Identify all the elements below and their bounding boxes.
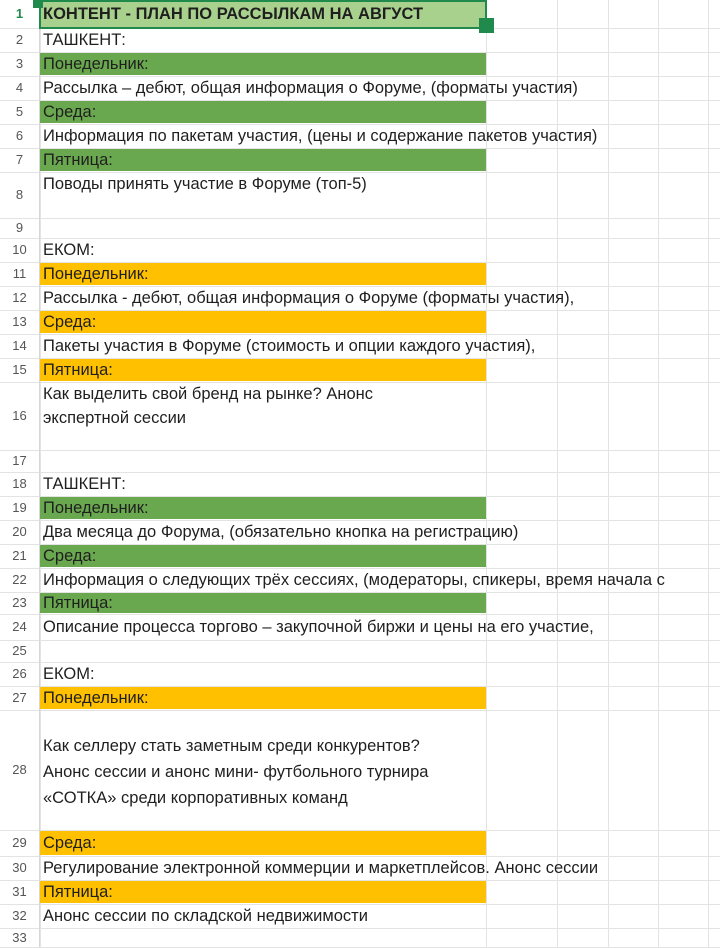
cell-text[interactable]: Анонс сессии и анонс мини- футбольного турнира <box>43 763 429 781</box>
row-gridline <box>0 334 720 335</box>
selection-handle-top-left[interactable] <box>33 0 43 8</box>
cell-text[interactable]: Регулирование электронной коммерции и маркетплейсов. Анонс сессии <box>43 859 599 877</box>
cell-text[interactable]: Информация о следующих трёх сессиях, (модераторы, спикеры, время начала с <box>43 571 665 589</box>
cell-text[interactable]: ТАШКЕНТ: <box>43 31 126 49</box>
cell-text[interactable]: Пятница: <box>43 361 113 379</box>
row-number[interactable]: 8 <box>0 172 40 218</box>
cell-text[interactable]: Понедельник: <box>43 55 149 73</box>
row-gridline <box>0 382 720 383</box>
cell-text[interactable]: экспертной сессии <box>43 409 187 427</box>
row-gridline <box>0 520 720 521</box>
cell-text[interactable]: Рассылка – дебют, общая информация о Форуме, (форматы участия) <box>43 79 578 97</box>
row-number[interactable]: 3 <box>0 52 40 76</box>
cell-text[interactable]: Понедельник: <box>43 265 149 283</box>
cell-text[interactable]: Среда: <box>43 313 97 331</box>
row-number[interactable]: 25 <box>0 640 40 662</box>
cell-fill <box>40 311 486 333</box>
row-gridline <box>0 928 720 929</box>
row-number[interactable]: 16 <box>0 382 40 450</box>
row-number[interactable]: 27 <box>0 686 40 710</box>
row-gridline <box>0 856 720 857</box>
row-gridline <box>0 76 720 77</box>
cell-text[interactable]: Описание процесса торгово – закупочной биржи и цены на его участие, <box>43 618 594 636</box>
row-number[interactable]: 28 <box>0 710 40 830</box>
cell-text[interactable]: Анонс сессии по складской недвижимости <box>43 907 368 925</box>
row-number[interactable]: 6 <box>0 124 40 148</box>
row-number[interactable]: 10 <box>0 238 40 262</box>
row-gridline <box>0 218 720 219</box>
cell-text[interactable]: ТАШКЕНТ: <box>43 475 126 493</box>
row-number[interactable]: 14 <box>0 334 40 358</box>
cell-text[interactable]: Пакеты участия в Форуме (стоимость и опции каждого участия), <box>43 337 536 355</box>
row-number[interactable]: 21 <box>0 544 40 568</box>
cell-text[interactable]: Пятница: <box>43 151 113 169</box>
cell-text[interactable]: Среда: <box>43 103 97 121</box>
row-gridline <box>0 172 720 173</box>
row-gridline <box>0 472 720 473</box>
row-number[interactable]: 15 <box>0 358 40 382</box>
row-gridline <box>0 614 720 615</box>
row-gridline <box>0 124 720 125</box>
cell-text[interactable]: Понедельник: <box>43 689 149 707</box>
column-gridline <box>608 0 609 947</box>
row-gridline <box>0 568 720 569</box>
row-number[interactable]: 13 <box>0 310 40 334</box>
row-number[interactable]: 29 <box>0 830 40 856</box>
cell-text[interactable]: Пятница: <box>43 594 113 612</box>
column-gridline <box>708 0 709 947</box>
row-number[interactable]: 18 <box>0 472 40 496</box>
row-number[interactable]: 30 <box>0 856 40 880</box>
selection-handle-bottom-right[interactable] <box>479 18 494 33</box>
row-number[interactable]: 32 <box>0 904 40 928</box>
row-number[interactable]: 20 <box>0 520 40 544</box>
row-gridline <box>0 640 720 641</box>
cell-text[interactable]: Как выделить свой бренд на рынке? Анонс <box>43 385 374 403</box>
row-gridline <box>0 710 720 711</box>
row-gridline <box>0 904 720 905</box>
row-number[interactable]: 26 <box>0 662 40 686</box>
cell-text[interactable]: Среда: <box>43 547 97 565</box>
cell-text[interactable]: Информация по пакетам участия, (цены и содержание пакетов участия) <box>43 127 598 145</box>
row-number[interactable]: 7 <box>0 148 40 172</box>
row-gridline <box>0 238 720 239</box>
cell-text[interactable]: КОНТЕНТ - ПЛАН ПО РАССЫЛКАМ НА АВГУСТ <box>43 5 424 23</box>
row-number[interactable]: 1 <box>0 0 40 28</box>
row-gridline <box>0 662 720 663</box>
row-number[interactable]: 23 <box>0 592 40 614</box>
row-number[interactable]: 33 <box>0 928 40 947</box>
cell-text[interactable]: Рассылка - дебют, общая информация о Форуме (форматы участия), <box>43 289 575 307</box>
row-number[interactable]: 19 <box>0 496 40 520</box>
row-number[interactable]: 5 <box>0 100 40 124</box>
row-number[interactable]: 2 <box>0 28 40 52</box>
cell-fill <box>40 101 486 123</box>
cell-text[interactable]: «СОТКА» среди корпоративных команд <box>43 789 348 807</box>
row-number[interactable]: 9 <box>0 218 40 238</box>
row-number[interactable]: 31 <box>0 880 40 904</box>
cell-fill <box>40 545 486 567</box>
row-number[interactable]: 11 <box>0 262 40 286</box>
cell-text[interactable]: ЕКОМ: <box>43 665 95 683</box>
cell-text[interactable]: Понедельник: <box>43 499 149 517</box>
row-number[interactable]: 17 <box>0 450 40 472</box>
cell-text[interactable]: Среда: <box>43 834 97 852</box>
cell-text[interactable]: ЕКОМ: <box>43 241 95 259</box>
row-gridline <box>0 28 720 29</box>
row-number[interactable]: 22 <box>0 568 40 592</box>
cell-fill <box>40 831 486 855</box>
column-gridline <box>658 0 659 947</box>
row-number[interactable]: 4 <box>0 76 40 100</box>
row-gridline <box>0 286 720 287</box>
row-gridline <box>0 450 720 451</box>
cell-text[interactable]: Два месяца до Форума, (обязательно кнопка на регистрацию) <box>43 523 519 541</box>
cell-text[interactable]: Как селлеру стать заметным среди конкурентов? <box>43 737 420 755</box>
cell-text[interactable]: Поводы принять участие в Форуме (топ-5) <box>43 175 367 193</box>
row-number[interactable]: 24 <box>0 614 40 640</box>
row-number[interactable]: 12 <box>0 286 40 310</box>
cell-text[interactable]: Пятница: <box>43 883 113 901</box>
